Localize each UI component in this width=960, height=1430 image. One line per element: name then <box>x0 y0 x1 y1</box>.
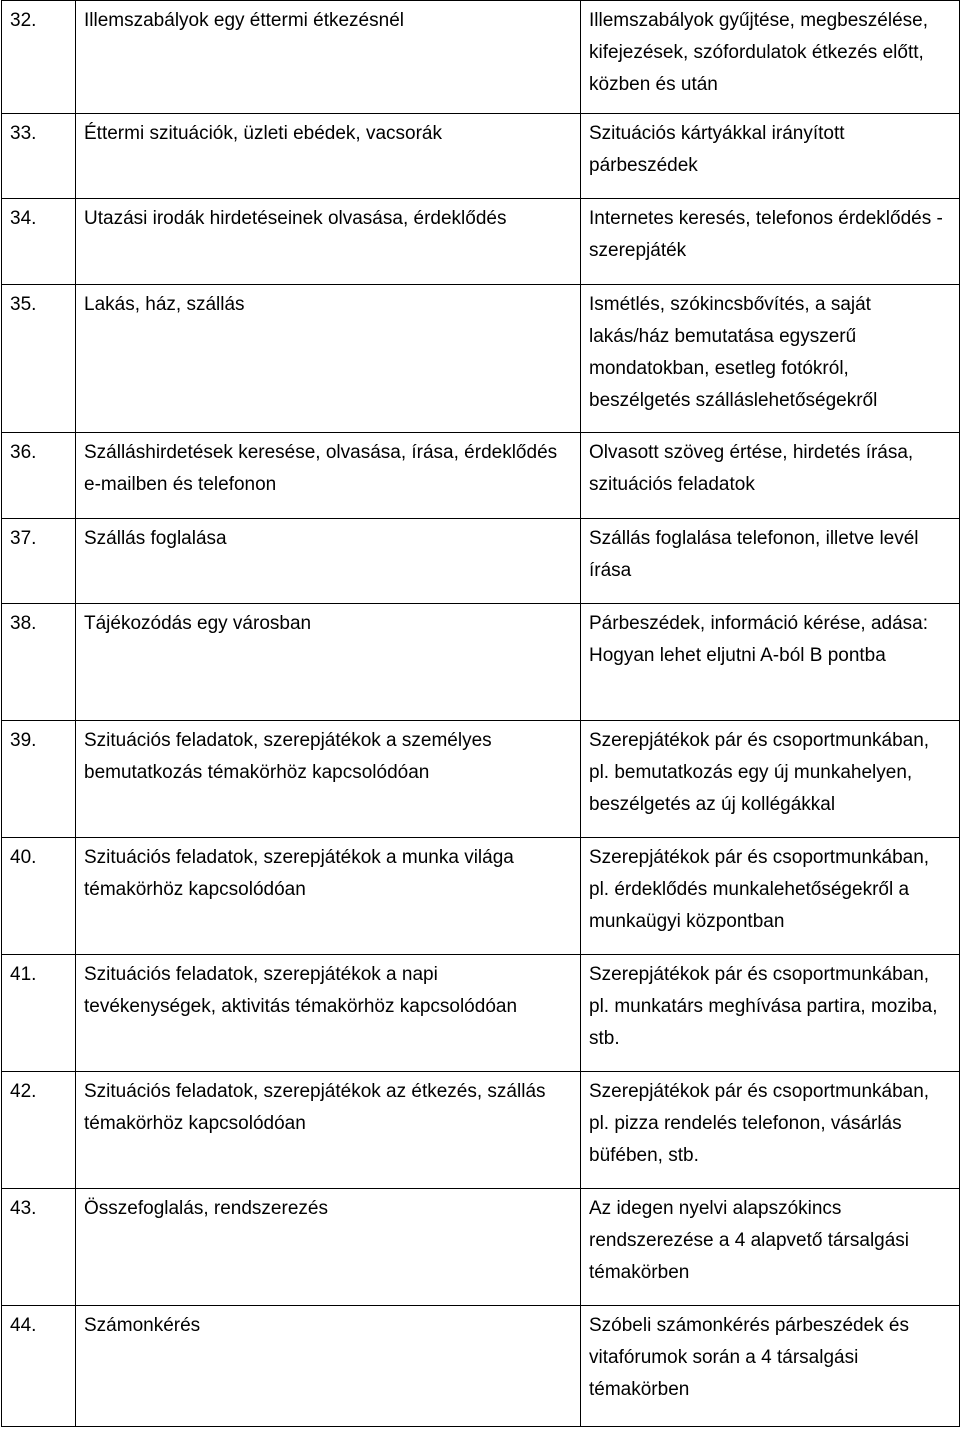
row-number: 41. <box>2 955 76 1072</box>
row-description: Ismétlés, szókincsbővítés, a saját lakás/ház bemutatása egyszerű mondatokban, esetleg fotókról, beszélgetés szálláslehetőségekről <box>581 285 960 433</box>
row-description: Szerepjátékok pár és csoportmunkában, pl. érdeklődés munkalehetőségekről a munkaügyi központban <box>581 838 960 955</box>
row-topic: Utazási irodák hirdetéseinek olvasása, érdeklődés <box>76 199 581 285</box>
table-row <box>2 955 960 1072</box>
row-description: Az idegen nyelvi alapszókincs rendszerezése a 4 alapvető társalgási témakörben <box>581 1189 960 1306</box>
table-row <box>2 285 960 433</box>
table-row <box>2 114 960 199</box>
row-description: Párbeszédek, információ kérése, adása: Hogyan lehet eljutni A-ból B pontba <box>581 604 960 721</box>
row-number: 43. <box>2 1189 76 1306</box>
row-number: 40. <box>2 838 76 955</box>
row-number: 39. <box>2 721 76 838</box>
row-topic: Szituációs feladatok, szerepjátékok a munka világa témakörhöz kapcsolódóan <box>76 838 581 955</box>
row-topic: Szálláshirdetések keresése, olvasása, írása, érdeklődés e-mailben és telefonon <box>76 433 581 519</box>
table-row <box>2 1306 960 1427</box>
table-row <box>2 604 960 721</box>
row-topic: Illemszabályok egy éttermi étkezésnél <box>76 1 581 114</box>
row-topic: Éttermi szituációk, üzleti ebédek, vacsorák <box>76 114 581 199</box>
row-description: Internetes keresés, telefonos érdeklődés - szerepjáték <box>581 199 960 285</box>
row-topic: Számonkérés <box>76 1306 581 1427</box>
row-description: Szóbeli számonkérés párbeszédek és vitafórumok során a 4 társalgási témakörben <box>581 1306 960 1427</box>
row-topic: Szállás foglalása <box>76 519 581 604</box>
row-description: Illemszabályok gyűjtése, megbeszélése, kifejezések, szófordulatok étkezés előtt, közben és után <box>581 1 960 114</box>
row-description: Olvasott szöveg értése, hirdetés írása, szituációs feladatok <box>581 433 960 519</box>
row-topic: Szituációs feladatok, szerepjátékok az étkezés, szállás témakörhöz kapcsolódóan <box>76 1072 581 1189</box>
row-number: 44. <box>2 1306 76 1427</box>
row-topic: Szituációs feladatok, szerepjátékok a napi tevékenységek, aktivitás témakörhöz kapcsolódóan <box>76 955 581 1072</box>
row-topic: Lakás, ház, szállás <box>76 285 581 433</box>
row-description: Szituációs kártyákkal irányított párbeszédek <box>581 114 960 199</box>
row-description: Szállás foglalása telefonon, illetve levél írása <box>581 519 960 604</box>
row-topic: Szituációs feladatok, szerepjátékok a személyes bemutatkozás témakörhöz kapcsolódóan <box>76 721 581 838</box>
row-number: 34. <box>2 199 76 285</box>
row-description: Szerepjátékok pár és csoportmunkában, pl. pizza rendelés telefonon, vásárlás büfében, stb. <box>581 1072 960 1189</box>
row-number: 35. <box>2 285 76 433</box>
row-number: 38. <box>2 604 76 721</box>
row-topic: Tájékozódás egy városban <box>76 604 581 721</box>
table-row <box>2 1072 960 1189</box>
row-number: 37. <box>2 519 76 604</box>
table-row <box>2 433 960 519</box>
table-row <box>2 199 960 285</box>
curriculum-table-body <box>2 1 960 1427</box>
row-number: 32. <box>2 1 76 114</box>
table-row <box>2 721 960 838</box>
row-number: 42. <box>2 1072 76 1189</box>
table-row <box>2 519 960 604</box>
row-description: Szerepjátékok pár és csoportmunkában, pl. bemutatkozás egy új munkahelyen, beszélgetés az új kollégákkal <box>581 721 960 838</box>
curriculum-table <box>1 0 960 1427</box>
table-row <box>2 838 960 955</box>
row-topic: Összefoglalás, rendszerezés <box>76 1189 581 1306</box>
table-row <box>2 1 960 114</box>
row-description: Szerepjátékok pár és csoportmunkában, pl. munkatárs meghívása partira, moziba, stb. <box>581 955 960 1072</box>
row-number: 36. <box>2 433 76 519</box>
table-row <box>2 1189 960 1306</box>
row-number: 33. <box>2 114 76 199</box>
